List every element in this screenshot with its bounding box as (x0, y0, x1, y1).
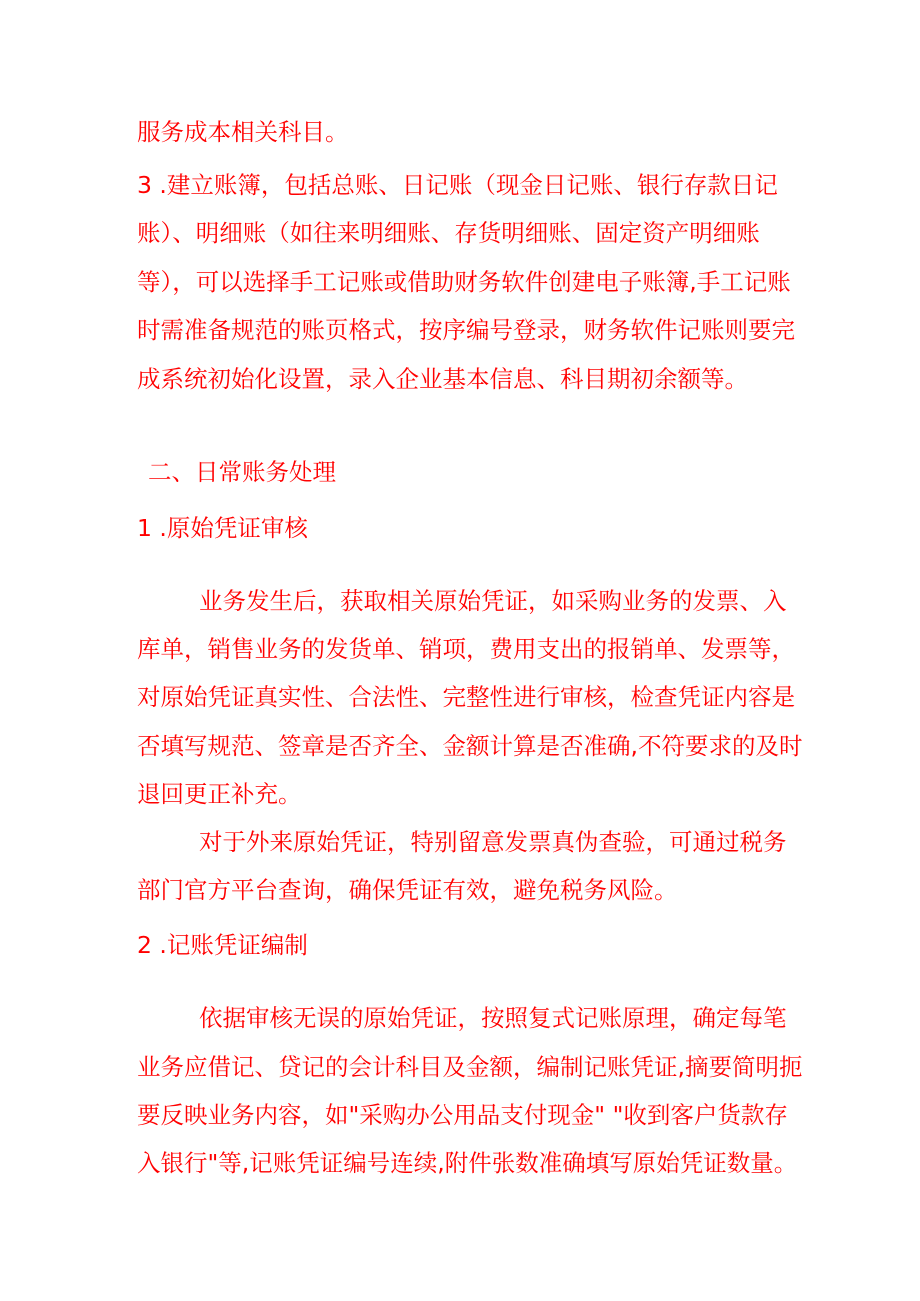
text-line: 依据审核无误的原始凭证，按照复式记账原理，确定每笔 (199, 1004, 787, 1032)
text-line: 退回更正补充。 (137, 780, 302, 808)
subsection-heading: 1 .原始凭证审核 (137, 514, 308, 542)
text-line: 业务发生后，获取相关原始凭证，如采购业务的发票、入 (199, 587, 787, 615)
text-line: 要反映业务内容，如"采购办公用品支付现金" "收到客户货款存 (137, 1101, 788, 1129)
text-line: 对于外来原始凭证，特别留意发票真伪查验，可通过税务 (199, 828, 787, 856)
text-line: 时需准备规范的账页格式，按序编号登录，财务软件记账则要完 (137, 316, 795, 344)
text-line: 库单，销售业务的发货单、销项，费用支出的报销单、发票等， (137, 635, 795, 663)
text-line: 成系统初始化设置，录入企业基本信息、科目期初余额等。 (137, 365, 748, 393)
text-line: 账）、明细账（如往来明细账、存货明细账、固定资产明细账 (137, 219, 760, 247)
text-line: 否填写规范、签章是否齐全、金额计算是否准确,不符要求的及时 (137, 732, 803, 760)
section-heading: 二、日常账务处理 (148, 458, 336, 486)
text-line: 部门官方平台查询，确保凭证有效，避免税务风险。 (137, 876, 678, 904)
text-line: 对原始凭证真实性、合法性、完整性进行审核，检查凭证内容是 (137, 683, 795, 711)
text-line: 3 .建立账簿，包括总账、日记账（现金日记账、银行存款日记 (137, 171, 778, 199)
subsection-heading: 2 .记账凭证编制 (137, 931, 308, 959)
text-line: 入银行"等,记账凭证编号连续,附件张数准确填写原始凭证数量。 (137, 1149, 798, 1177)
text-line: 等），可以选择手工记账或借助财务软件创建电子账簿,手工记账 (137, 268, 791, 296)
text-line: 服务成本相关科目。 (137, 118, 349, 146)
text-line: 业务应借记、贷记的会计科目及金额，编制记账凭证,摘要简明扼 (137, 1053, 803, 1081)
